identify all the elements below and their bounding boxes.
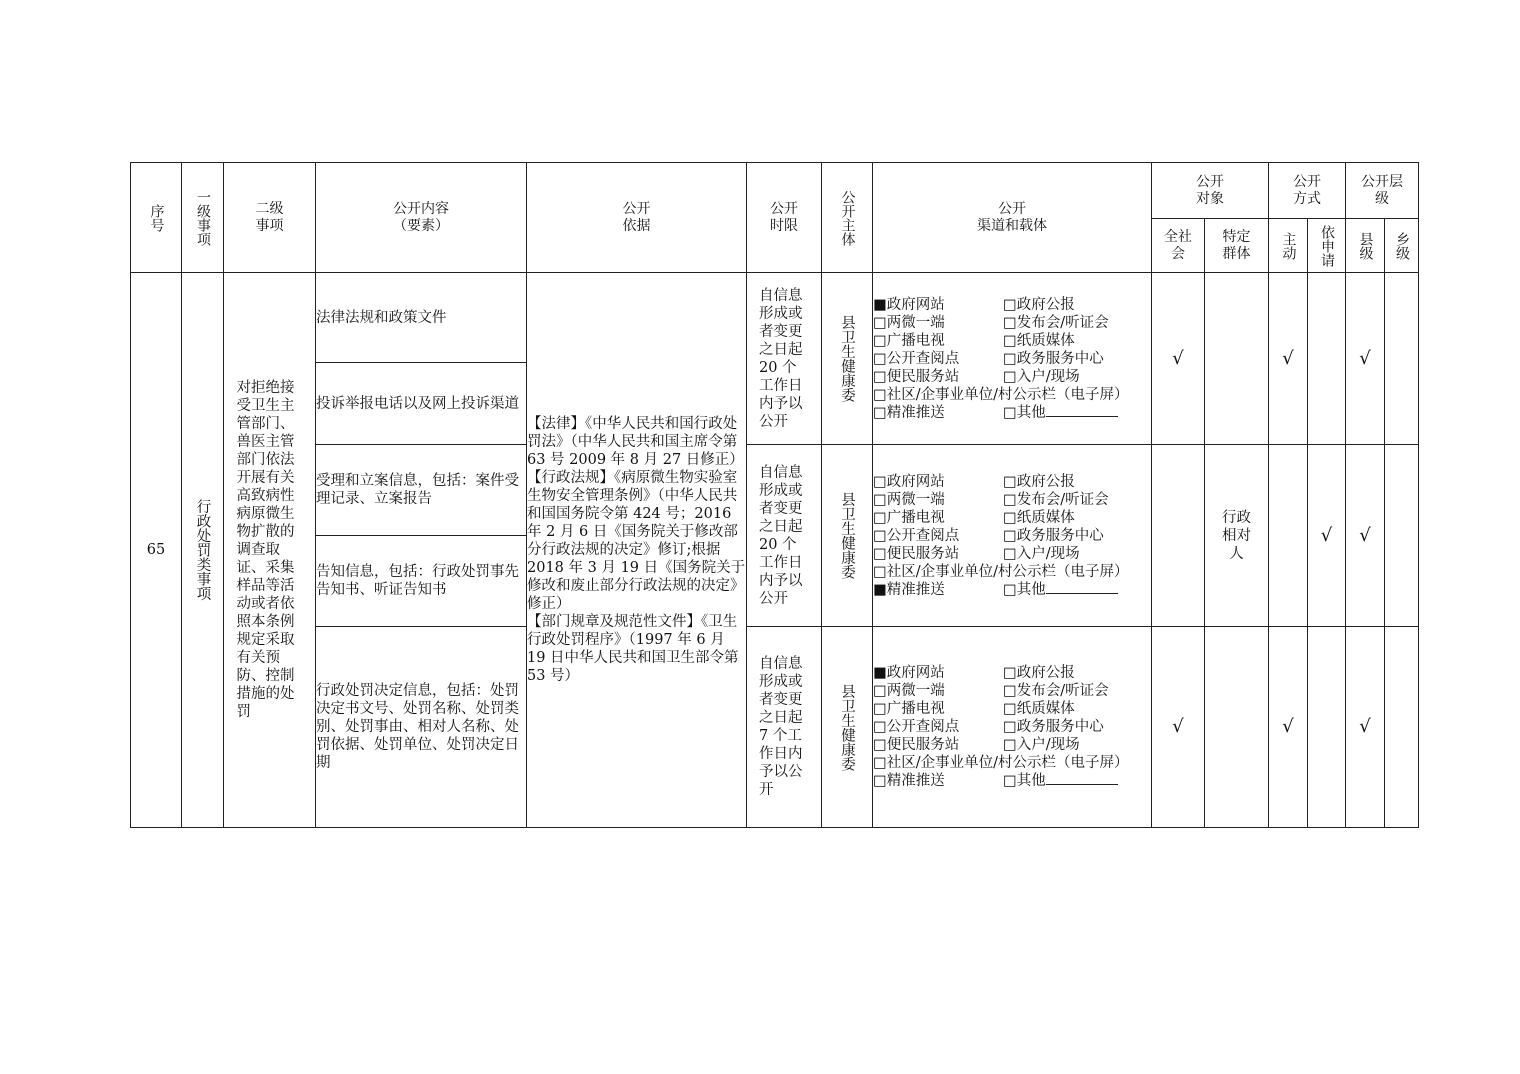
channel-option: □便民服务站 bbox=[873, 368, 960, 385]
channel-option: □两微一端 bbox=[873, 683, 945, 699]
header-basis: 公开 依据 bbox=[527, 163, 747, 273]
channel-option: □发布会/听证会 bbox=[1003, 314, 1109, 331]
channel-option: □政务服务中心 bbox=[1003, 350, 1104, 367]
header-tier-county: 县级 bbox=[1346, 219, 1385, 273]
header-target-specific: 特定群体 bbox=[1205, 219, 1269, 273]
channel-option: □其他 bbox=[1003, 581, 1046, 598]
fill-blank bbox=[1046, 404, 1118, 417]
channel-option: □入户/现场 bbox=[1003, 368, 1080, 385]
channel-option: □发布会/听证会 bbox=[1003, 683, 1109, 699]
content-cell: 受理和立案信息，包括：案件受理记录、立案报告 bbox=[316, 445, 527, 536]
content-cell: 法律法规和政策文件 bbox=[316, 273, 527, 363]
channel-option: □发布会/听证会 bbox=[1003, 491, 1109, 508]
level2-cell: 对拒绝接受卫生主管部门、兽医主管部门依法开展有关高致病性病原微生物扩散的调查取证、采集样品等活动或者依照本条例规定采取有关预防、控制措施的处罚 bbox=[224, 273, 316, 828]
channel-option: □政府公报 bbox=[1003, 296, 1075, 313]
target-specific-cell bbox=[1205, 627, 1269, 828]
mode-active-mark: √ bbox=[1269, 627, 1308, 828]
channel-option: ■精准推送 bbox=[873, 581, 945, 598]
tier-town-mark bbox=[1385, 627, 1419, 828]
mode-active-mark: √ bbox=[1269, 273, 1308, 445]
header-mode-active: 主动 bbox=[1269, 219, 1308, 273]
tier-town-mark bbox=[1385, 273, 1419, 445]
channel-option: □政府网站 bbox=[873, 473, 945, 490]
content-cell: 行政处罚决定信息，包括：处罚决定书文号、处罚名称、处罚类别、处罚事由、相对人名称、处罚依据、处罚单位、处罚决定日期 bbox=[316, 627, 527, 828]
header-tier: 公开层级 bbox=[1346, 163, 1419, 219]
tier-county-mark: √ bbox=[1346, 273, 1385, 445]
channel-option: □纸质媒体 bbox=[1003, 701, 1075, 717]
channel-option: □公开查阅点 bbox=[873, 527, 960, 544]
header-time: 公开 时限 bbox=[747, 163, 822, 273]
content-cell: 告知信息，包括：行政处罚事先告知书、听证告知书 bbox=[316, 536, 527, 627]
channel-option: □便民服务站 bbox=[873, 545, 960, 562]
channel-option: ■政府网站 bbox=[873, 665, 945, 681]
tier-county-mark: √ bbox=[1346, 627, 1385, 828]
header-tier-town: 乡级 bbox=[1385, 219, 1419, 273]
channel-option: □公开查阅点 bbox=[873, 719, 960, 735]
fill-blank bbox=[1046, 581, 1118, 594]
table-row bbox=[131, 627, 1419, 828]
channel-option: □便民服务站 bbox=[873, 737, 960, 753]
channel-option: □广播电视 bbox=[873, 701, 945, 717]
mode-apply-mark bbox=[1308, 273, 1346, 445]
channel-option: □政务服务中心 bbox=[1003, 719, 1104, 735]
channel-option: □社区/企事业单位/村公示栏（电子屏） bbox=[873, 563, 1129, 580]
channel-option: □入户/现场 bbox=[1003, 737, 1080, 753]
channel-option: □政务服务中心 bbox=[1003, 527, 1104, 544]
header-mode-apply: 依申请 bbox=[1308, 219, 1346, 273]
time-cell: 自信息形成或者变更之日起 7 个工作日内予以公开 bbox=[747, 627, 822, 828]
channel-cell bbox=[873, 273, 1152, 445]
target-specific-cell bbox=[1205, 273, 1269, 445]
subject-cell: 县卫生健康委 bbox=[822, 273, 873, 445]
channel-option: □纸质媒体 bbox=[1003, 509, 1075, 526]
header-level1: 一级事项 bbox=[182, 163, 224, 273]
header-seq: 序号 bbox=[131, 163, 182, 273]
time-cell: 自信息形成或者变更之日起 20 个工作日内予以公开 bbox=[747, 445, 822, 627]
channel-cell bbox=[873, 627, 1152, 828]
channel-option: □政府公报 bbox=[1003, 473, 1075, 490]
tier-county-mark: √ bbox=[1346, 445, 1385, 627]
channel-option: □精准推送 bbox=[873, 773, 945, 789]
channel-option: ■政府网站 bbox=[873, 296, 945, 313]
header-target: 公开对象 bbox=[1152, 163, 1269, 219]
header-row-1 bbox=[131, 163, 1419, 219]
channel-option: □社区/企事业单位/村公示栏（电子屏） bbox=[873, 386, 1129, 403]
table-row bbox=[131, 273, 1419, 363]
table-row bbox=[131, 445, 1419, 536]
channel-option: □入户/现场 bbox=[1003, 545, 1080, 562]
target-specific-cell: 行政相对人 bbox=[1205, 445, 1269, 627]
header-mode: 公开方式 bbox=[1269, 163, 1346, 219]
header-content: 公开内容 （要素） bbox=[316, 163, 527, 273]
tier-town-mark bbox=[1385, 445, 1419, 627]
fill-blank bbox=[1046, 772, 1118, 785]
channel-option: □社区/企事业单位/村公示栏（电子屏） bbox=[873, 755, 1129, 771]
header-level2: 二级事项 bbox=[224, 163, 316, 273]
content-cell: 投诉举报电话以及网上投诉渠道 bbox=[316, 363, 527, 445]
mode-active-mark bbox=[1269, 445, 1308, 627]
channel-option: □两微一端 bbox=[873, 314, 945, 331]
target-all-mark: √ bbox=[1152, 627, 1205, 828]
level1-cell: 行政处罚类事项 bbox=[182, 273, 224, 828]
channel-cell bbox=[873, 445, 1152, 627]
channel-option: □其他 bbox=[1003, 404, 1046, 421]
channel-option: □两微一端 bbox=[873, 491, 945, 508]
mode-apply-mark: √ bbox=[1308, 445, 1346, 627]
subject-cell: 县卫生健康委 bbox=[822, 445, 873, 627]
channel-option: □公开查阅点 bbox=[873, 350, 960, 367]
disclosure-table bbox=[130, 162, 1419, 828]
mode-apply-mark bbox=[1308, 627, 1346, 828]
channel-option: □广播电视 bbox=[873, 509, 945, 526]
channel-option: □纸质媒体 bbox=[1003, 332, 1075, 349]
target-all-mark bbox=[1152, 445, 1205, 627]
basis-cell: 【法律】《中华人民共和国行政处罚法》（中华人民共和国主席令第 63 号 2009 年 8 月 27 日修正） 【行政法规】《病原微生物实验室生物安全管理条例》（中华人民共和国国务院令第 424 号；2016 年 2 月 6 日《国务院关于修改部分行政法规的决定》修订;根据 2018 年 3 月 19 日《国务院关于修改和废止部分行政法规的决定》修正） 【部门规章及规范性文件】《卫生行政处罚程序》（1997 年 6 月 19 日中华人民共和国卫生部令第 53 号） bbox=[527, 273, 747, 828]
header-channel: 公开 渠道和载体 bbox=[873, 163, 1152, 273]
channel-option: □政府公报 bbox=[1003, 665, 1075, 681]
channel-option: □广播电视 bbox=[873, 332, 945, 349]
seq-cell: 65 bbox=[131, 273, 182, 828]
header-subject: 公开主体 bbox=[822, 163, 873, 273]
target-all-mark: √ bbox=[1152, 273, 1205, 445]
subject-cell: 县卫生健康委 bbox=[822, 627, 873, 828]
channel-option: □精准推送 bbox=[873, 404, 945, 421]
time-cell: 自信息形成或者变更之日起 20 个工作日内予以公开 bbox=[747, 273, 822, 445]
header-target-all: 全社会 bbox=[1152, 219, 1205, 273]
channel-option: □其他 bbox=[1003, 773, 1046, 789]
